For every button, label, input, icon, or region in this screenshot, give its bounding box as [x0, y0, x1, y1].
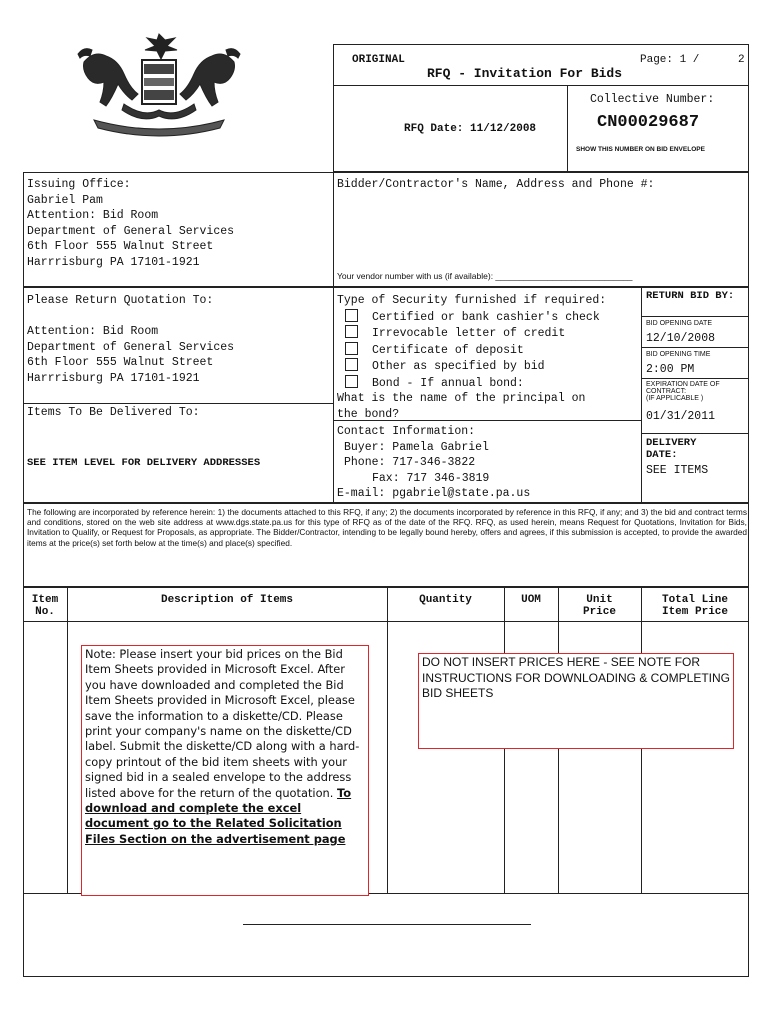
- return-attention: Attention: Bid Room: [27, 325, 159, 338]
- return-quotation-label: Please Return Quotation To:: [27, 294, 214, 307]
- principal-question-1: What is the name of the principal on: [337, 392, 586, 405]
- security-label: Type of Security furnished if required:: [337, 294, 607, 307]
- col-total-price: Total Line Item Price: [661, 594, 728, 618]
- col-uom: UOM: [521, 594, 541, 606]
- return-quotation-block: [27, 293, 234, 386]
- bid-opening-date: 12/10/2008: [646, 332, 716, 345]
- contact-phone: Phone: 717-346-3822: [344, 456, 476, 469]
- contact-label: Contact Information:: [337, 425, 476, 438]
- see-item-level-text: SEE ITEM LEVEL FOR DELIVERY ADDRESSES: [27, 457, 261, 469]
- expiration-date: 01/31/2011: [646, 410, 716, 423]
- note-body: Note: Please insert your bid prices on the Bid Item Sheets provided in Microsoft Excel. After you have downloaded and completed the Bid Item Sheets provided in Microsoft Excel, please save the information to a diskette/CD. Please print your company's name on the diskette/CD label. Submit the diskette/CD along with a hard-copy printout of the bid item sheets with your signed bid in a sealed envelope to the address listed above for the return of the quotation.: [85, 647, 360, 800]
- expiration-label: EXPIRATION DATE OF CONTRACT: (IF APPLICABLE ): [646, 381, 720, 402]
- col-unit-price: Unit Price: [582, 594, 616, 618]
- security-option-letter[interactable]: Irrevocable letter of credit: [337, 325, 606, 342]
- items-delivered-label: Items To Be Delivered To:: [27, 406, 200, 419]
- contact-buyer: Buyer: Pamela Gabriel: [344, 440, 489, 454]
- delivery-date-label: DELIVERY DATE:: [646, 437, 697, 461]
- page-total: 2: [738, 54, 745, 66]
- security-option-bond[interactable]: Bond - If annual bond:: [337, 375, 606, 392]
- rfq-date: RFQ Date: 11/12/2008: [404, 123, 537, 135]
- security-block: [337, 293, 606, 422]
- bid-opening-time-label: BID OPENING TIME: [646, 351, 711, 358]
- vendor-number-field[interactable]: Your vendor number with us (if available): _____________________________: [337, 271, 633, 281]
- issuing-office-name: Gabriel Pam: [27, 193, 103, 207]
- issuing-office-city: Harrrisburg PA 17101-1921: [27, 255, 200, 269]
- bidder-contractor-label: Bidder/Contractor's Name, Address and Phone #:: [337, 178, 655, 191]
- collective-number-label: Collective Number:: [590, 93, 715, 106]
- pennsylvania-coat-of-arms: [64, 32, 254, 142]
- collective-number: CN00029687: [597, 113, 700, 132]
- return-department: Department of General Services: [27, 340, 235, 354]
- col-quantity: Quantity: [419, 594, 472, 606]
- return-city: Harrrisburg PA 17101-1921: [27, 371, 200, 385]
- checkbox-cashiers-check[interactable]: [345, 309, 358, 322]
- security-option-check[interactable]: Certified or bank cashier's check: [337, 309, 606, 326]
- envelope-note: SHOW THIS NUMBER ON BID ENVELOPE: [576, 146, 705, 153]
- checkbox-letter-of-credit[interactable]: [345, 325, 358, 338]
- legal-text: The following are incorporated by reference herein: 1) the documents attached to this RFQ, if any; 2) the documents incorporated by reference in this RFQ, if any; and 3) the bid and contract terms and conditions, stored on the web site address at www.dgs.state.pa.us for this type of RFQ as of the date of the RFQ. RFQ, as used herein, means Request for Quotations, Invitation for Bids, Invitation to Qualify, or Request for Proposals, as appropriate. The Bidder/Contractor, intending to be legally bound hereby, offers and agrees, if this submission is accepted, to provide the awarded items at the price(s) set forth below at the time(s) and place(s) specified.: [27, 507, 747, 548]
- original-label: ORIGINAL: [352, 54, 405, 66]
- issuing-office-block: [27, 177, 234, 270]
- security-option-other[interactable]: Other as specified by bid: [337, 358, 606, 375]
- contact-email: E-mail: pgabriel@state.pa.us: [337, 487, 531, 500]
- signature-line: [243, 924, 531, 925]
- warning-text: DO NOT INSERT PRICES HERE - SEE NOTE FOR INSTRUCTIONS FOR DOWNLOADING & COMPLETING BID SHEETS: [422, 655, 731, 700]
- delivery-date-value: SEE ITEMS: [646, 464, 709, 477]
- issuing-office-department: Department of General Services: [27, 224, 235, 238]
- checkbox-bond[interactable]: [345, 375, 358, 388]
- issuing-office-attention: Attention: Bid Room: [27, 209, 159, 222]
- contact-block: [337, 424, 530, 502]
- checkbox-other-specified[interactable]: [345, 358, 358, 371]
- col-item-no: Item No.: [31, 594, 59, 618]
- col-description: Description of Items: [160, 594, 294, 606]
- issuing-office-street: 6th Floor 555 Walnut Street: [27, 240, 214, 253]
- bid-sheet-note-text: [85, 647, 367, 847]
- return-street: 6th Floor 555 Walnut Street: [27, 356, 214, 369]
- bid-opening-time: 2:00 PM: [646, 363, 695, 376]
- page-title: RFQ - Invitation For Bids: [427, 66, 623, 81]
- return-bid-label: RETURN BID BY:: [646, 290, 735, 302]
- contact-fax: Fax: 717 346-3819: [372, 471, 490, 485]
- download-instructions-link[interactable]: To download and complete the excel document go to the Related Solicitation Files Section on the advertisement page: [85, 785, 352, 846]
- page-number: Page: 1 /: [640, 54, 700, 66]
- principal-question-2: the bond?: [337, 407, 400, 421]
- security-option-deposit[interactable]: Certificate of deposit: [337, 342, 606, 359]
- bid-opening-date-label: BID OPENING DATE: [646, 320, 712, 327]
- issuing-office-label: Issuing Office:: [27, 178, 131, 191]
- checkbox-certificate-of-deposit[interactable]: [345, 342, 358, 355]
